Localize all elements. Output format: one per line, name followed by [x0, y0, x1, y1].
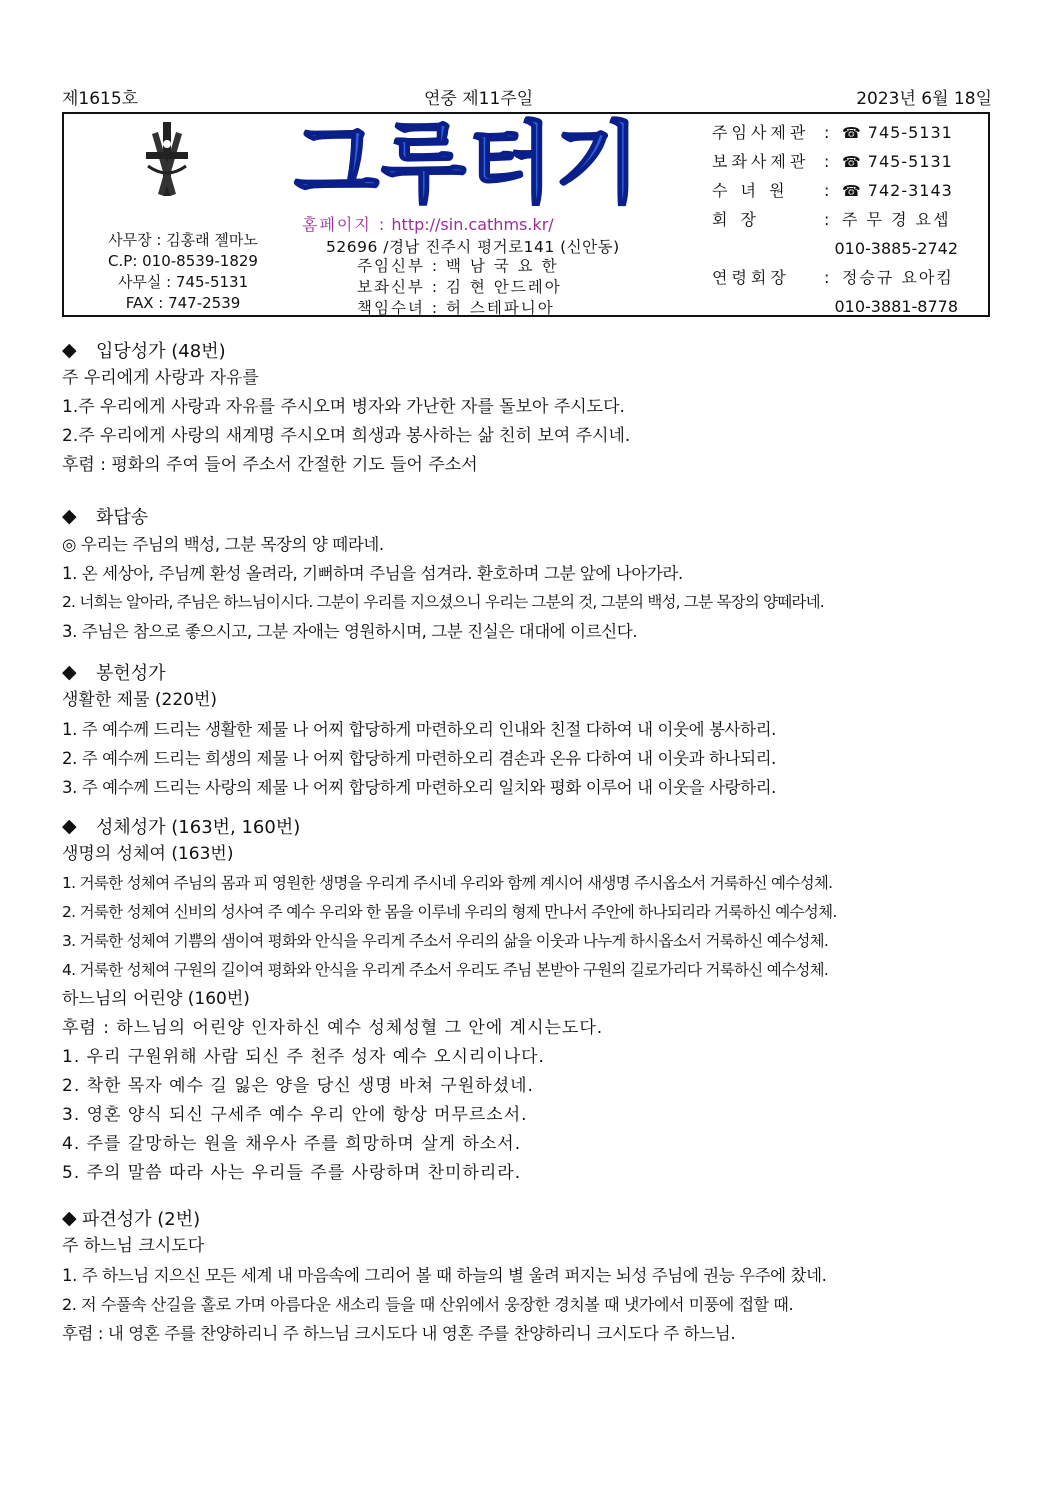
- pastor: 주임신부 : 백 남 국 요 한: [357, 257, 559, 275]
- hymn-line: 주 우리에게 사랑과 자유를: [62, 368, 259, 388]
- hymn-line: 3. 거룩한 성체여 기쁨의 샘이여 평화와 안식을 우리게 주소서 우리의 삶을 이웃과 나누게 하시옵소서 거룩하신 예수성체.: [62, 932, 829, 950]
- issue-date: 2023년 6월 18일: [856, 89, 992, 109]
- office-cellphone: C.P: 010-8539-1829: [108, 252, 258, 270]
- homepage: [302, 212, 554, 235]
- contact-phone: ☎ 745-5131: [842, 152, 953, 171]
- hymn-line: 2. 저 수풀속 산길을 홀로 가며 아름다운 새소리 들을 때 산위에서 웅장한 경치볼 때 냇가에서 미풍에 접할 때.: [62, 1295, 794, 1314]
- psalm-line: ◎ 우리는 주님의 백성, 그분 목장의 양 떼라네.: [62, 535, 384, 554]
- contact-phone: 010-3885-2742: [834, 239, 958, 258]
- section-heading-recessional: ◆ 파견성가 (2번): [62, 1207, 201, 1230]
- hymn-title: 생명의 성체여 (163번): [62, 844, 234, 864]
- section-heading-psalm: ◆ 화답송: [62, 505, 149, 528]
- diamond-bullet-icon: ◆: [62, 815, 77, 837]
- hymn-line: 4. 거룩한 성체여 구원의 길이여 평화와 안식을 우리게 주소서 우리도 주님 본받아 구원의 길로가리다 거룩하신 예수성체.: [62, 961, 829, 979]
- diamond-bullet-icon: ◆: [62, 339, 77, 361]
- contact-row: 연령회장 : 정승규 요아킴: [712, 263, 982, 292]
- hymn-title: 하느님의 어린양 (160번): [62, 989, 250, 1009]
- contact-row: [712, 234, 982, 263]
- office-phone: 사무실 : 745-5131: [117, 273, 249, 291]
- diamond-bullet-icon: ◆: [62, 1207, 77, 1229]
- diamond-bullet-icon: ◆: [62, 505, 77, 527]
- issue-number: 제1615호: [62, 89, 139, 109]
- contact-row: 수 녀 원 : ☎ 742-3143: [712, 176, 982, 205]
- hymn-line: 5. 주의 말씀 따라 사는 우리들 주를 사랑하며 찬미하리라.: [62, 1163, 522, 1183]
- hymn-line: 1. 거룩한 성체여 주님의 몸과 피 영원한 생명을 우리게 주시네 우리와 함께 계시어 새생명 주시옵소서 거룩하신 예수성체.: [62, 874, 833, 892]
- bulletin-title: 그루터기: [294, 112, 643, 215]
- section-heading-offertory: ◆ 봉헌성가: [62, 661, 166, 684]
- clergy-list: [357, 256, 562, 319]
- contact-role: 보좌사제관: [712, 152, 810, 171]
- sister-in-charge: 책임수녀 : 허 스테파니아: [357, 299, 555, 317]
- telephone-icon: ☎: [842, 182, 862, 200]
- assistant-priest: 보좌신부 : 김 현 안드레아: [357, 278, 562, 296]
- parish-address: 52696 /경남 진주시 평거로141 (신안동): [326, 238, 620, 256]
- section-heading-entrance: ◆ 입당성가 (48번): [62, 339, 226, 362]
- contact-phone: ☎ 745-5131: [842, 123, 953, 142]
- hymn-line: 1.주 우리에게 사랑과 자유를 주시오며 병자와 가난한 자를 돌보아 주시도다.: [62, 397, 625, 417]
- contact-row: 회 장 : 주 무 경 요셉: [712, 205, 982, 234]
- contact-role: 수 녀 원: [712, 181, 789, 200]
- liturgical-sunday: 연중 제11주일: [424, 89, 534, 109]
- hymn-line: 2. 주 예수께 드리는 희생의 제물 나 어찌 합당하게 마련하오리 겸손과 온유 다하여 내 이웃과 하나되리.: [62, 749, 777, 768]
- hymn-line: 2. 거룩한 성체여 신비의 성사여 주 예수 우리와 한 몸을 이루네 우리의 형제 만나서 주안에 하나되리라 거룩하신 예수성체.: [62, 903, 837, 921]
- psalm-line: 2. 너희는 알아라, 주님은 하느님이시다. 그분이 우리를 지으셨으니 우리는 그분의 것, 그분의 백성, 그분 목장의 양떼라네.: [62, 593, 824, 611]
- contact-row: 보좌사제관 : ☎ 745-5131: [712, 147, 982, 176]
- hymn-line: 2.주 우리에게 사랑의 새계명 주시오며 희생과 봉사하는 삶 친히 보여 주시네.: [62, 426, 631, 446]
- contact-row: [712, 292, 982, 321]
- hymn-refrain: 후렴 : 하느님의 어린양 인자하신 예수 성체성혈 그 안에 계시는도다.: [62, 1018, 604, 1038]
- homepage-label: 홈페이지 :: [302, 215, 387, 234]
- contact-role: 회 장: [712, 210, 760, 229]
- office-fax: FAX : 747-2539: [125, 294, 241, 312]
- contact-phone: ☎ 742-3143: [842, 181, 953, 200]
- hymn-line: 2. 착한 목자 예수 길 잃은 양을 당신 생명 바쳐 구원하셨네.: [62, 1076, 534, 1096]
- parish-cross-logo-icon: [142, 122, 192, 196]
- hymn-line: 4. 주를 갈망하는 원을 채우사 주를 희망하며 살게 하소서.: [62, 1134, 522, 1154]
- telephone-icon: ☎: [842, 153, 862, 171]
- contact-role: 연령회장: [712, 268, 790, 287]
- homepage-link[interactable]: http://sin.cathms.kr/: [391, 215, 554, 234]
- contact-phone: 010-3881-8778: [834, 297, 958, 316]
- hymn-title: 주 하느님 크시도다: [62, 1236, 205, 1256]
- contact-role: 주임사제관: [712, 123, 810, 142]
- psalm-line: 3. 주님은 참으로 좋으시고, 그분 자애는 영원하시며, 그분 진실은 대대에 이르신다.: [62, 622, 638, 641]
- section-heading-communion: ◆ 성체성가 (163번, 160번): [62, 815, 301, 838]
- hymn-line: 1. 주 예수께 드리는 생활한 제물 나 어찌 합당하게 마련하오리 인내와 친절 다하여 내 이웃에 봉사하리.: [62, 720, 777, 739]
- contact-directory: [712, 118, 982, 321]
- issue-header-line: [62, 84, 992, 108]
- contact-row: 주임사제관 : ☎ 745-5131: [712, 118, 982, 147]
- hymn-line: 3. 영혼 양식 되신 구세주 예수 우리 안에 항상 머무르소서.: [62, 1105, 528, 1125]
- hymn-refrain: 후렴 : 내 영혼 주를 찬양하리니 주 하느님 크시도다 내 영혼 주를 찬양하리니 크시도다 주 하느님.: [62, 1324, 736, 1343]
- telephone-icon: ☎: [842, 124, 862, 142]
- contact-name: 정승규 요아킴: [842, 268, 954, 287]
- hymn-line: 3. 주 예수께 드리는 사랑의 제물 나 어찌 합당하게 마련하오리 일치와 평화 이루어 내 이웃을 사랑하리.: [62, 778, 777, 797]
- hymn-line: 1. 주 하느님 지으신 모든 세계 내 마음속에 그리어 볼 때 하늘의 별 울려 퍼지는 뇌성 주님에 권능 우주에 찼네.: [62, 1266, 827, 1285]
- psalm-line: 1. 온 세상아, 주님께 환성 올려라, 기뻐하며 주님을 섬겨라. 환호하며 그분 앞에 나아가라.: [62, 564, 683, 583]
- hymn-line: 후렴 : 평화의 주여 들어 주소서 간절한 기도 들어 주소서: [62, 455, 478, 475]
- hymn-line: 생활한 제물 (220번): [62, 690, 218, 710]
- office-manager: 사무장 : 김홍래 젤마노: [108, 231, 258, 249]
- masthead-box: [62, 112, 990, 317]
- hymn-line: 1. 우리 구원위해 사람 되신 주 천주 성자 예수 오시리이나다.: [62, 1047, 545, 1067]
- diamond-bullet-icon: ◆: [62, 661, 77, 683]
- office-contact: [88, 230, 278, 314]
- liturgy-content: [62, 330, 998, 1348]
- bulletin-title-area: [294, 112, 704, 215]
- contact-name: 주 무 경 요셉: [842, 210, 951, 229]
